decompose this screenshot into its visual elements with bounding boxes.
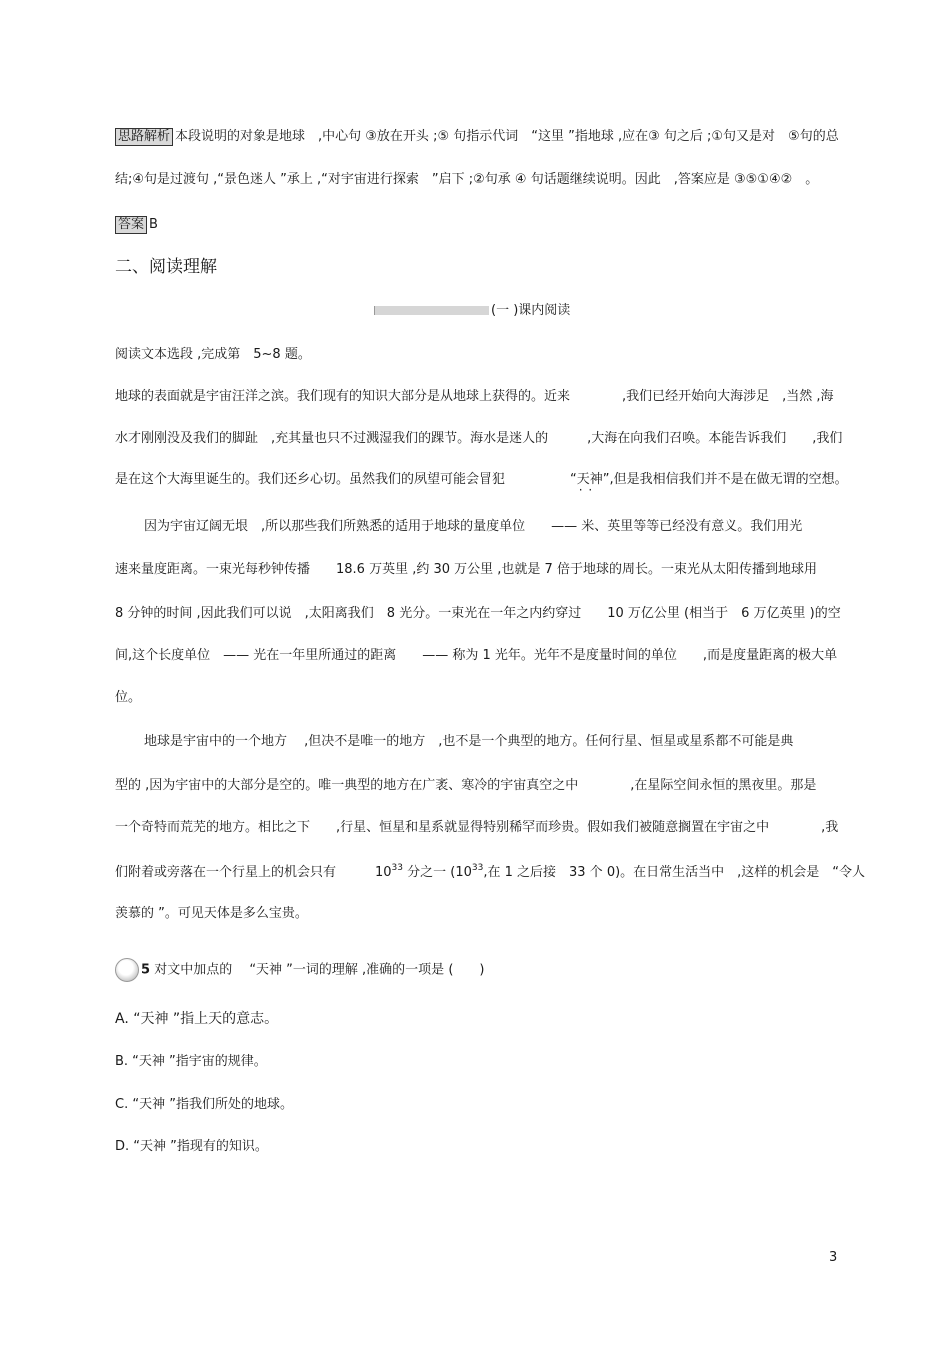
passage-p1-line-2: 水才刚刚没及我们的脚趾 ,充其量也只不过溅湿我们的踝节。海水是迷人的 ,大海在向我们召唤。本能告诉我们 ,我们 (115, 431, 843, 446)
page-number: 3 (829, 1250, 838, 1265)
passage-p2-line-5: 位。 (115, 690, 142, 705)
analysis-label: 思路解析 (115, 128, 173, 146)
subsection-title (374, 302, 570, 320)
passage-p1-line-1: 地球的表面就是宇宙汪洋之滨。我们现有的知识大部分是从地球上获得的。近来 ,我们已经开始向大海涉足 ,当然 ,海 (115, 389, 834, 404)
question-number: 5 (141, 962, 151, 978)
passage-p1-line-3: 是在这个大海里诞生的。我们还乡心切。虽然我们的夙望可能会冒犯 “天神 · ·”,但是我相信我们并不是在做无谓的空想。 (115, 471, 848, 489)
option-d: D. “天神 ”指现有的知识。 (115, 1139, 268, 1154)
passage-p3-line-2: 型的 ,因为宇宙中的大部分是空的。唯一典型的地方在广袤、寒冷的宇宙真空之中 ,在星际空间永恒的黑夜里。那是 (115, 778, 817, 793)
answer-label: 答案 (115, 216, 147, 234)
analysis-text-2: 结;④句是过渡句 ,“景色迷人 ”承上 ,“对宇宙进行探索 ”启下 ;②句承 ④ 句话题继续说明。因此 ,答案应是 ③⑤①④② 。 (115, 172, 819, 187)
subsection-label: (一 )课内阅读 (491, 303, 571, 318)
option-c: C. “天神 ”指我们所处的地球。 (115, 1097, 293, 1112)
passage-p3-line-5: 羡慕的 ”。可见天体是多么宝贵。 (115, 906, 308, 921)
section-title: 二、阅读理解 (115, 257, 217, 277)
passage-p2-line-1: 因为宇宙辽阔无垠 ,所以那些我们所熟悉的适用于地球的量度单位 —— 米、英里等等已经没有意义。我们用光 (144, 519, 803, 534)
question-stem-line (115, 958, 484, 982)
answer-value: B (149, 217, 158, 232)
passage-p2-line-3: 8 分钟的时间 ,因此我们可以说 ,太阳离我们 8 光分。一束光在一年之内约穿过 10 万亿公里 (相当于 6 万亿英里 )的空 (115, 606, 841, 621)
passage-p2-line-4: 间,这个长度单位 —— 光在一年里所通过的距离 —— 称为 1 光年。光年不是度量时间的单位 ,而是度量距离的极大单 (115, 648, 838, 663)
passage-p3-line-3: 一个奇特而荒芜的地方。相比之下 ,行星、恒星和星系就显得特别稀罕而珍贵。假如我们被随意搁置在宇宙之中 ,我 (115, 820, 839, 835)
passage-p3-line-1: 地球是宇宙中的一个地方 ,但决不是唯一的地方 ,也不是一个典型的地方。任何行星、恒星或星系都不可能是典 (144, 734, 794, 749)
passage-p3-line-4: 们附着或旁落在一个行星上的机会只有 $10^{33}$ 分之一 ($10^{33}$,在 1 之后接 33 个 0)。在日常生活当中 ,这样的机会是 “令人 (115, 863, 866, 880)
tianshen-dotted: 天神 · · (577, 472, 603, 487)
subsection-bar (374, 306, 489, 315)
instruction: 阅读文本选段 ,完成第 5~8 题。 (115, 347, 311, 362)
analysis-line-1 (115, 128, 839, 146)
analysis-text-1: 本段说明的对象是地球 ,中心句 ③放在开头 ;⑤ 句指示代词 “这里 ”指地球 ,应在③ 句之后 ;①句又是对 ⑤句的总 (175, 129, 839, 144)
answer-line (115, 216, 158, 234)
option-b: B. “天神 ”指宇宙的规律。 (115, 1054, 267, 1069)
passage-p2-line-2: 速来量度距离。一束光每秒钟传播 18.6 万英里 ,约 30 万公里 ,也就是 7 倍于地球的周长。一束光从太阳传播到地球用 (115, 562, 817, 577)
option-a: A. “天神 ”指上天的意志。 (115, 1011, 279, 1027)
question-stem: 对文中加点的 “天神 ”一词的理解 ,准确的一项是 ( ) (154, 962, 485, 978)
question-marker-icon (115, 958, 139, 982)
